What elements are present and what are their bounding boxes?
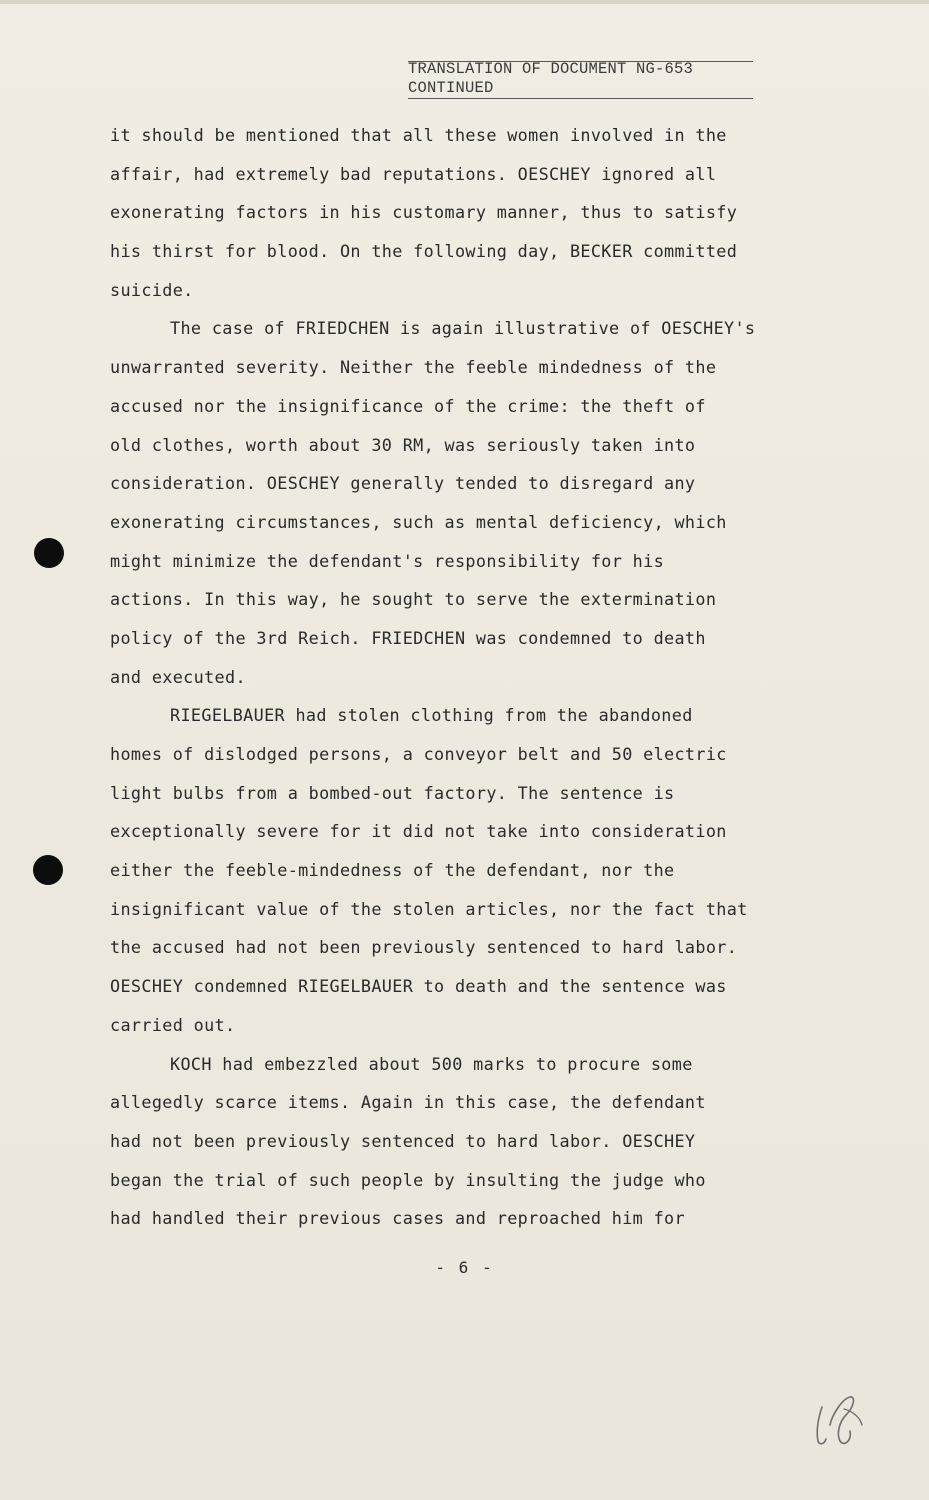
text-line: began the trial of such people by insulting the judge who (110, 1169, 706, 1190)
text-line: might minimize the defendant's responsibility for his (110, 550, 665, 571)
header-subtitle: CONTINUED (408, 79, 494, 97)
text-line: insignificant value of the stolen articles, nor the fact that (110, 898, 748, 919)
text-line: old clothes, worth about 30 RM, was seriously taken into (110, 434, 696, 455)
text-line: allegedly scarce items. Again in this case, the defendant (110, 1092, 706, 1113)
text-line: affair, had extremely bad reputations. OESCHEY ignored all (110, 163, 717, 184)
page-number: - 6 - (435, 1258, 494, 1277)
text-line: exonerating circumstances, such as mental deficiency, which (110, 511, 727, 532)
text-line: unwarranted severity. Neither the feeble mindedness of the (110, 357, 717, 378)
text-line: accused nor the insignificance of the crime: the theft of (110, 395, 706, 416)
punch-hole-icon (33, 855, 63, 885)
text-line: OESCHEY condemned RIEGELBAUER to death and the sentence was (110, 976, 727, 997)
header-rule-bottom (408, 98, 753, 99)
text-line: exceptionally severe for it did not take into consideration (110, 821, 727, 842)
page-top-edge (0, 0, 929, 4)
text-line: the accused had not been previously sentenced to hard labor. (110, 937, 738, 958)
body-text (110, 116, 810, 1238)
text-line: light bulbs from a bombed-out factory. The sentence is (110, 782, 675, 803)
document-header (408, 60, 753, 98)
text-line: had handled their previous cases and reproached him for (110, 1208, 685, 1229)
text-line: consideration. OESCHEY generally tended to disregard any (110, 473, 696, 494)
text-line: carried out. (110, 1014, 236, 1035)
text-line: exonerating factors in his customary manner, thus to satisfy (110, 202, 738, 223)
punch-hole-icon (34, 538, 64, 568)
text-line: either the feeble-mindedness of the defendant, nor the (110, 860, 675, 881)
text-line: and executed. (110, 666, 246, 687)
text-line: policy of the 3rd Reich. FRIEDCHEN was condemned to death (110, 627, 706, 648)
handwritten-page-mark-icon (800, 1385, 880, 1455)
text-line: KOCH had embezzled about 500 marks to procure some (170, 1053, 693, 1074)
text-line: The case of FRIEDCHEN is again illustrative of OESCHEY's (170, 318, 756, 339)
text-line: homes of dislodged persons, a conveyor belt and 50 electric (110, 744, 727, 764)
text-line: suicide. (110, 279, 194, 300)
header-title: TRANSLATION OF DOCUMENT NG-653 (408, 60, 694, 78)
text-line: RIEGELBAUER had stolen clothing from the abandoned (170, 705, 693, 726)
text-line: had not been previously sentenced to hard labor. OESCHEY (110, 1130, 696, 1151)
text-line: his thirst for blood. On the following day, BECKER committed (110, 241, 738, 262)
text-line: actions. In this way, he sought to serve the extermination (110, 589, 717, 610)
text-line: it should be mentioned that all these women involved in the (110, 125, 727, 145)
